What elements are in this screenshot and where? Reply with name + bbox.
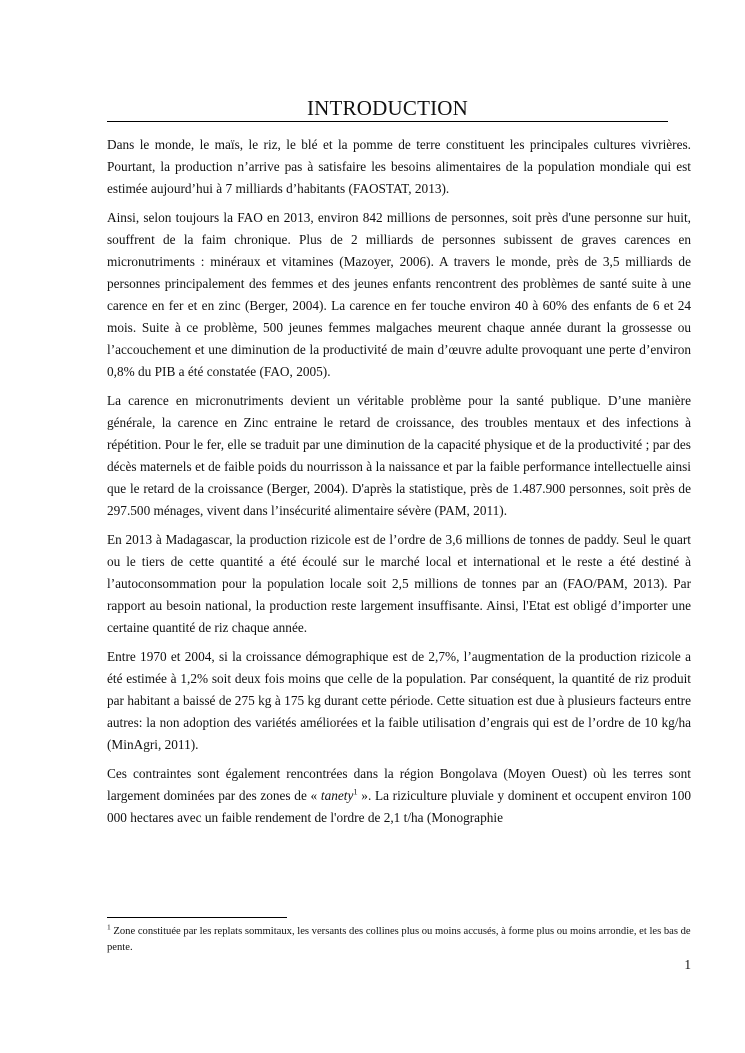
paragraph-5: Entre 1970 et 2004, si la croissance démographique est de 2,7%, l’augmentation de la production rizicole a été estimée à 1,2% soit deux fois moins que celle de la population. Par conséquent, la quantité de riz produit par habitant a baissé de 275 kg à 175 kg durant cette période. Cette situation est due à plusieurs facteurs entre autres: la non adoption des variétés améliorées et la faible utilisation d’engrais qui est de l’ordre de 10 kg/ha (MinAgri, 2011). [107, 649, 691, 752]
paragraph-4: En 2013 à Madagascar, la production rizicole est de l’ordre de 3,6 millions de tonnes de paddy. Seul le quart ou le tiers de cette quantité a été écoulé sur le marché local et international et le reste a été destiné à l’autoconsommation pour la population locale soit 2,5 millions de tonnes par an (FAO/PAM, 2013). Par rapport au besoin national, la production reste largement insuffisante. Ainsi, l'Etat est obligé d’importer une certaine quantité de riz chaque année. [107, 532, 691, 635]
footnote-text: Zone constituée par les replats sommitaux, les versants des collines plus ou moins accusés, à forme plus ou moins arrondie, et les bas de pente. [107, 926, 691, 953]
body-text [107, 134, 691, 836]
paragraph-2: Ainsi, selon toujours la FAO en 2013, environ 842 millions de personnes, soit près d'une personne sur huit, souffrent de la faim chronique. Plus de 2 milliards de personnes subissent de graves carences en micronutriments : minéraux et vitamines (Mazoyer, 2006). A travers le monde, près de 3,5 milliards de personnes principalement des femmes et des jeunes enfants rencontrent des problèmes de santé suite à une carence en fer et en zinc (Berger, 2004). La carence en fer touche environ 40 à 60% des enfants de 6 et 24 mois. Suite à ce problème, 500 jeunes femmes malgaches meurent chaque année durant la grossesse ou l’accouchement et une diminution de la productivité de main d’œuvre adulte provoquant une perte d’environ 0,8% du PIB a été constatée (FAO, 2005). [107, 210, 691, 379]
paragraph-6-end: ». La riziculture pluviale y dominent et occupent environ 100 000 hectares avec un faible rendement de l'ordre de 2,1 t/ha (Monographie [107, 788, 691, 825]
footnote-number: 1 [107, 922, 111, 932]
page-number: 1 [684, 957, 691, 972]
footnote [107, 924, 691, 956]
paragraph-3: La carence en micronutriments devient un véritable problème pour la santé publique. D’une manière générale, la carence en Zinc entraine le retard de croissance, des troubles mentaux et des infections à répétition. Pour le fer, elle se traduit par une diminution de la capacité physique et de la productivité ; par des décès maternels et de faible poids du nourrisson à la naissance et par la faible performance intellectuelle ainsi que le retard de la croissance (Berger, 2004). D'après la statistique, près de 1.487.900 personnes, soit près de 297.500 ménages, vivent dans l’insécurité alimentaire sévère (PAM, 2011). [107, 393, 691, 518]
footnote-reference[interactable]: 1 [353, 786, 358, 797]
paragraph-1: Dans le monde, le maïs, le riz, le blé et la pomme de terre constituent les principales cultures vivrières. Pourtant, la production n’arrive pas à satisfaire les besoins alimentaires de la population mondiale qui est estimée aujourd’hui à 7 milliards d’habitants (FAOSTAT, 2013). [107, 137, 691, 196]
title-underline [107, 121, 668, 122]
footnote-separator [107, 917, 287, 918]
paragraph-6-start: Ces contraintes sont également rencontrées dans la région Bongolava (Moyen Ouest) où les terres sont largement dominées par des zones de « [107, 766, 691, 803]
page-title: INTRODUCTION [306, 96, 469, 120]
italic-term: tanety [320, 788, 354, 803]
paragraph-6 [107, 763, 691, 829]
